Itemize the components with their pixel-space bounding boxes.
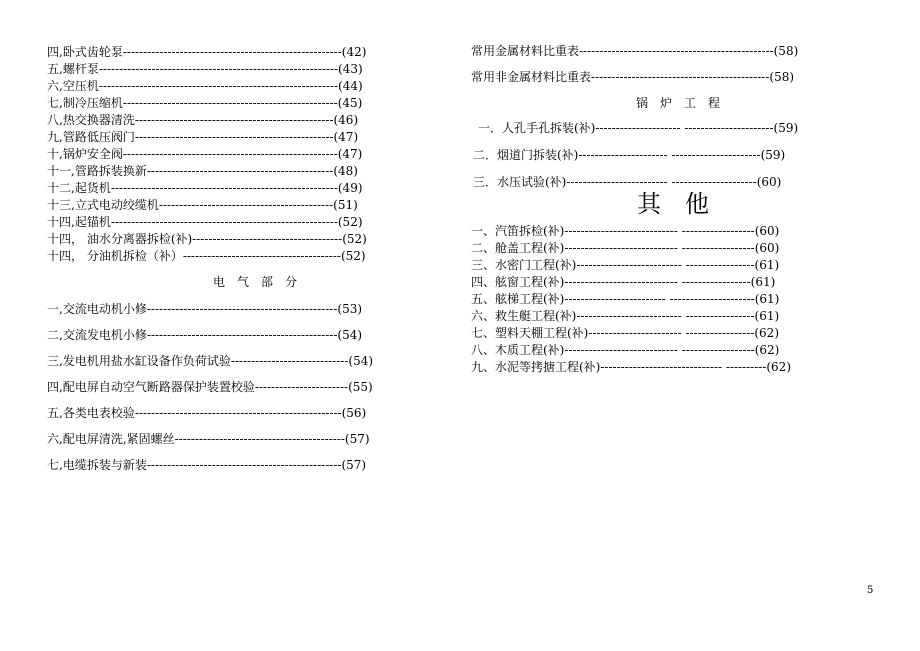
- toc-entry: 二．烟道门拆装(补)---------------------- ----------------------(59): [473, 148, 786, 162]
- toc-entry: 九、水泥等拷搪工程(补)------------------------------ ----------(62): [471, 360, 791, 374]
- toc-entry: 八、木质工程(补)---------------------------- ------------------(62): [471, 343, 780, 357]
- toc-entry: 一、汽笛拆检(补)---------------------------- ------------------(60): [471, 224, 780, 238]
- toc-entry: 三．水压试验(补)------------------------- ---------------------(60): [473, 175, 782, 189]
- section-heading-boiler: 锅 炉 工 程: [636, 96, 721, 110]
- toc-entry: 五、舷梯工程(补)------------------------- ---------------------(61): [471, 292, 780, 306]
- toc-entry: 十四， 分油机拆检（补）---------------------------------------(52): [47, 249, 366, 263]
- toc-entry: 一,交流电动机小修-----------------------------------------------(53): [47, 302, 363, 316]
- toc-entry: 十,锅炉安全阀-----------------------------------------------------(47): [47, 147, 363, 161]
- toc-entry: 十一,管路拆装换新----------------------------------------------(48): [47, 164, 358, 178]
- toc-entry: 一．人孔手孔拆装(补)--------------------- ----------------------(59): [478, 121, 799, 135]
- toc-entry: 十二,起货机--------------------------------------------------------(49): [47, 181, 363, 195]
- toc-entry: 二、舱盖工程(补)---------------------------- ------------------(60): [471, 241, 780, 255]
- toc-entry: 六、救生艇工程(补)-------------------------- -----------------(61): [471, 309, 780, 323]
- toc-entry: 三,发电机用盐水缸设备作负荷试验-----------------------------(54): [47, 354, 374, 368]
- toc-entry: 九,管路低压阀门-------------------------------------------------(47): [47, 130, 359, 144]
- toc-entry: 五,各类电表校验---------------------------------------------------(56): [47, 406, 367, 420]
- section-heading-other: 其 他: [637, 190, 709, 218]
- toc-entry: 五,螺杆泵-----------------------------------------------------------(43): [47, 62, 363, 76]
- toc-entry: 八,热交换器清洗-------------------------------------------------(46): [47, 113, 359, 127]
- toc-entry: 四,配电屏自动空气断路器保护装置校验-----------------------(55): [47, 380, 373, 394]
- toc-entry: 七、塑料天棚工程(补)----------------------- -----------------(62): [471, 326, 779, 340]
- section-heading-electric: 电 气 部 分: [213, 275, 298, 289]
- page-number: 5: [867, 585, 874, 596]
- toc-entry: 常用金属材料比重表------------------------------------------------(58): [471, 44, 799, 58]
- toc-entry: 六,配电屏清洗,紧固螺丝------------------------------------------(57): [47, 432, 370, 446]
- toc-entry: 十三,立式电动绞缆机-------------------------------------------(51): [47, 198, 358, 212]
- toc-entry: 三、水密门工程(补)-------------------------- -----------------(61): [471, 258, 780, 272]
- toc-entry: 常用非金属材料比重表--------------------------------------------(58): [471, 70, 795, 84]
- toc-entry: 六,空压机-----------------------------------------------------------(44): [47, 79, 363, 93]
- toc-entry: 二,交流发电机小修-----------------------------------------------(54): [47, 328, 363, 342]
- toc-entry: 七,电缆拆装与新装------------------------------------------------(57): [47, 458, 367, 472]
- toc-entry: 七,制冷压缩机-----------------------------------------------------(45): [47, 96, 363, 110]
- toc-entry: 四、舷窗工程(补)---------------------------- -----------------(61): [471, 275, 776, 289]
- toc-entry: 十四， 油水分离器拆检(补)-------------------------------------(52): [47, 232, 367, 246]
- toc-entry: 十四,起锚机--------------------------------------------------------(52): [47, 215, 363, 229]
- toc-entry: 四,卧式齿轮泵------------------------------------------------------(42): [47, 45, 367, 59]
